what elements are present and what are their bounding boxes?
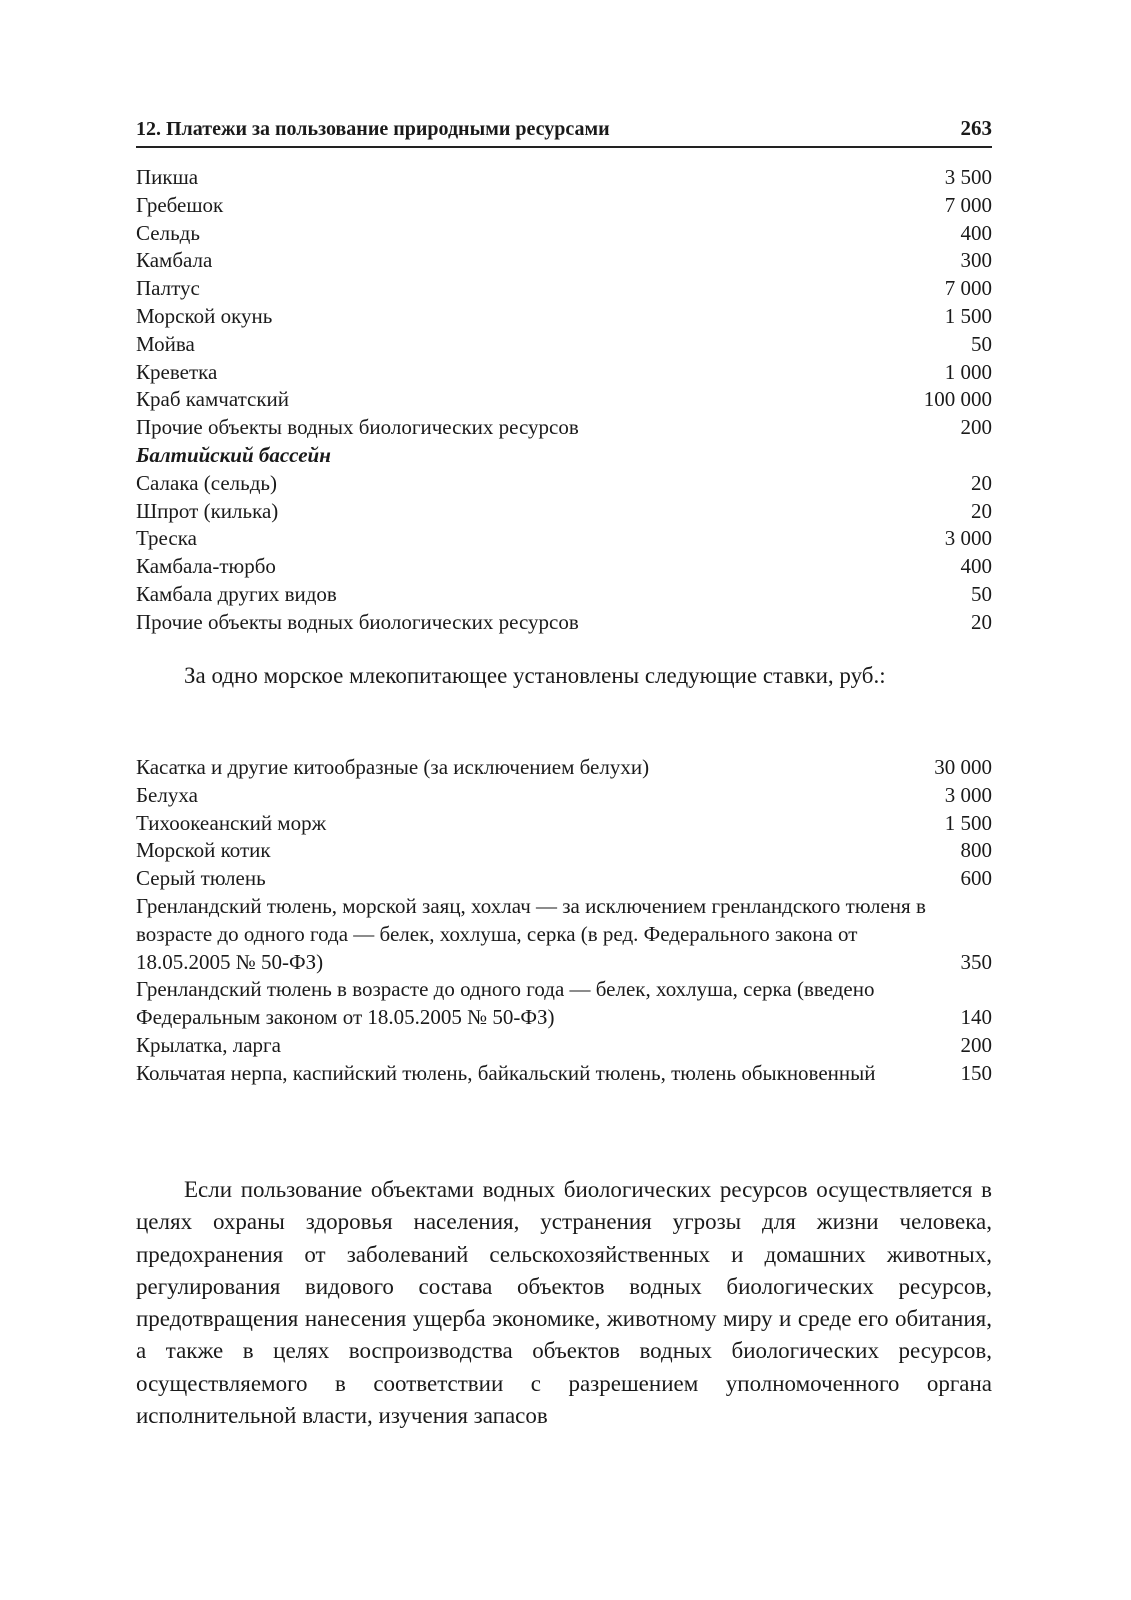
row-name: Пикша xyxy=(136,165,199,189)
row-name: Камбала других видов xyxy=(136,581,337,606)
row-name: Белуха xyxy=(136,782,198,807)
table-row xyxy=(136,581,992,609)
row-name: Креветка xyxy=(136,359,218,384)
row-value: 30 000 xyxy=(934,755,992,779)
table-row xyxy=(136,865,992,893)
page-number: 263 xyxy=(960,116,992,140)
row-value: 800 xyxy=(960,838,992,863)
running-header xyxy=(136,114,992,148)
row-name: Касатка и другие китообразные (за исключением белухи) xyxy=(136,755,650,779)
chapter-title: 12. Платежи за пользование природными ресурсами xyxy=(136,118,610,140)
row-value: 3 000 xyxy=(944,782,992,807)
table-row xyxy=(136,1060,992,1088)
row-name: Серый тюлень xyxy=(136,866,266,891)
row-value: 20 xyxy=(971,470,992,495)
row-name: Прочие объекты водных биологических ресурсов xyxy=(136,609,579,634)
row-name: Морской окунь xyxy=(136,303,273,328)
mammals-intro-paragraph: За одно морское млекопитающее установлены следующие ставки, руб.: xyxy=(184,663,886,688)
row-value: 1 500 xyxy=(944,810,992,835)
row-value: 1 500 xyxy=(944,303,992,328)
row-value: 20 xyxy=(971,498,992,523)
table-row xyxy=(136,893,992,976)
table-row xyxy=(136,275,992,303)
table-row xyxy=(136,782,992,810)
row-name: Сельдь xyxy=(136,220,200,245)
row-value: 200 xyxy=(960,415,992,440)
table-row xyxy=(136,247,992,275)
table-row xyxy=(136,331,992,359)
row-name: Кольчатая нерпа, каспийский тюлень, байкальский тюлень, тюлень обыкновенный xyxy=(136,1060,876,1085)
row-name: Балтийский бассейн xyxy=(136,442,331,467)
row-value: 400 xyxy=(960,220,992,245)
row-name: Камбала-тюрбо xyxy=(136,554,276,579)
row-value: 3 500 xyxy=(944,165,992,189)
row-value: 300 xyxy=(960,248,992,273)
table-row xyxy=(136,220,992,248)
mammal-rates-table xyxy=(136,754,992,1088)
row-value: 140 xyxy=(960,1005,992,1030)
row-value: 150 xyxy=(960,1060,992,1085)
table-row xyxy=(136,810,992,838)
row-name: Камбала xyxy=(136,248,213,273)
row-value: 7 000 xyxy=(944,192,992,217)
row-name: Гренландский тюлень в возрасте до одного года — белек, хохлуша, серка (введено Федеральным законом от 18.05.2005 № 50-ФЗ) xyxy=(136,977,875,1030)
row-value: 7 000 xyxy=(944,276,992,301)
row-name: Морской котик xyxy=(136,838,271,863)
row-value: 50 xyxy=(971,581,992,606)
body-paragraph: Если пользование объектами водных биологических ресурсов осуществляется в целях охраны здоровья населения, устранения угрозы для жизни человека, предохранения от заболеваний сельскохозяйственных и домашних животных, регулирования видового состава объектов водных биологических ресурсов, предотвращения нанесения ущерба экономике, животному миру и среде его обитания, а также в целях воспроизводства объектов водных биологических ресурсов, осуществляемого в соответствии с разрешением уполномоченного органа исполнительной власти, изучения запасов xyxy=(136,1177,992,1429)
row-value: 200 xyxy=(960,1032,992,1057)
row-value: 20 xyxy=(971,609,992,634)
row-name: Краб камчатский xyxy=(136,387,290,412)
table-row xyxy=(136,976,992,1032)
row-name: Салака (сельдь) xyxy=(136,470,277,495)
row-name: Крылатка, ларга xyxy=(136,1032,281,1057)
table-row xyxy=(136,1032,992,1060)
row-value: 600 xyxy=(960,866,992,891)
row-name: Палтус xyxy=(136,276,200,301)
table-row xyxy=(136,837,992,865)
table-row xyxy=(136,609,992,637)
table-row xyxy=(136,754,992,782)
fish-rates-table xyxy=(136,164,992,637)
row-value: 3 000 xyxy=(944,526,992,551)
row-name: Гренландский тюлень, морской заяц, хохлач — за исключением гренландского тюленя в возрасте до одного года — белек, хохлуша, серка (в ред. Федерального закона от 18.05.2005 № 50-ФЗ) xyxy=(136,893,926,974)
row-name: Прочие объекты водных биологических ресурсов xyxy=(136,415,579,440)
row-name: Шпрот (килька) xyxy=(136,498,279,523)
table-row xyxy=(136,498,992,526)
table-row xyxy=(136,192,992,220)
row-name: Мойва xyxy=(136,331,195,356)
row-name: Треска xyxy=(136,526,197,551)
table-row xyxy=(136,359,992,387)
table-row xyxy=(136,164,992,192)
row-value: 350 xyxy=(960,949,992,974)
table-row xyxy=(136,553,992,581)
row-name: Тихоокеанский морж xyxy=(136,810,327,835)
row-value: 400 xyxy=(960,554,992,579)
table-row xyxy=(136,525,992,553)
row-value: 50 xyxy=(971,331,992,356)
row-value: 100 000 xyxy=(923,387,992,412)
table-row xyxy=(136,414,992,442)
section-heading-row xyxy=(136,442,992,470)
table-row xyxy=(136,470,992,498)
table-row xyxy=(136,303,992,331)
row-value: 1 000 xyxy=(944,359,992,384)
row-name: Гребешок xyxy=(136,192,224,217)
table-row xyxy=(136,386,992,414)
